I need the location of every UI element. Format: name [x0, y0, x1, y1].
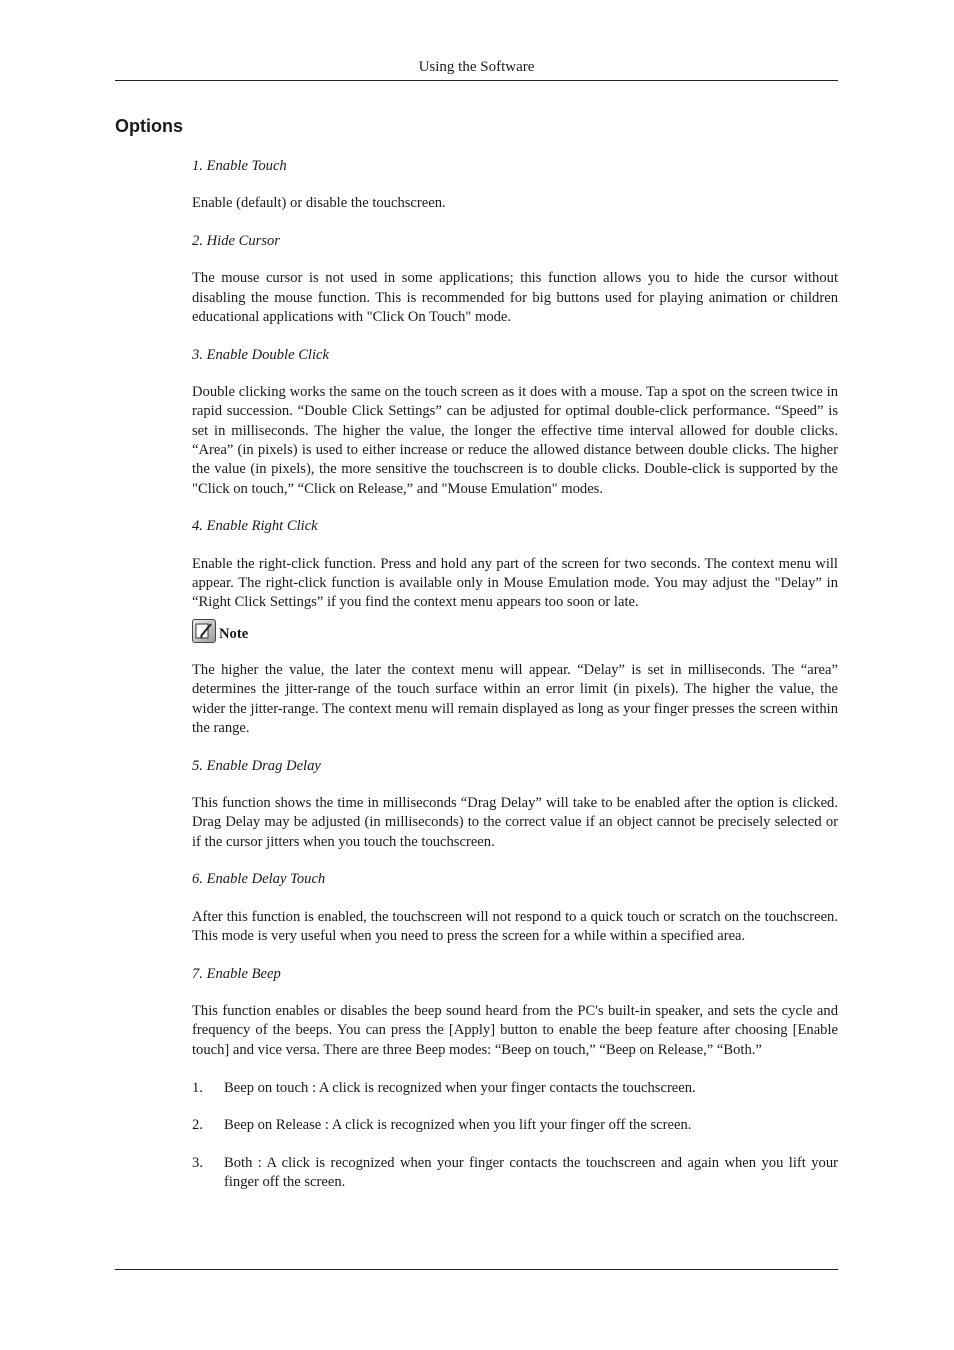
- option-text-hide-cursor: The mouse cursor is not used in some applications; this function allows you to hide the cursor without disabling the mouse function. This is recommended for big buttons used for playing animation or children educational applications with "Click On Touch" mode.: [192, 270, 838, 325]
- option-heading-right-click: 4. Enable Right Click: [192, 518, 318, 535]
- list-item-text: Beep on Release : A click is recognized when you lift your finger off the screen.: [224, 1117, 692, 1134]
- note-pencil-icon: [192, 619, 216, 643]
- option-heading-hide-cursor: 2. Hide Cursor: [192, 233, 280, 250]
- list-item-text: Both : A click is recognized when your finger contacts the touchscreen and again when you lift your finger off the screen.: [224, 1155, 838, 1191]
- list-item-number: 1.: [192, 1079, 203, 1096]
- footer-rule: [115, 1269, 838, 1270]
- option-heading-drag-delay: 5. Enable Drag Delay: [192, 757, 321, 774]
- header-rule: [115, 80, 838, 81]
- option-heading-double-click: 3. Enable Double Click: [192, 346, 329, 363]
- options-content: [192, 157, 838, 1211]
- list-item-number: 2.: [192, 1117, 203, 1134]
- note-label: Note: [219, 626, 249, 643]
- option-heading-delay-touch: 6. Enable Delay Touch: [192, 871, 326, 888]
- option-heading-enable-beep: 7. Enable Beep: [192, 965, 281, 982]
- list-item-text: Beep on touch : A click is recognized when your finger contacts the touchscreen.: [224, 1079, 696, 1096]
- option-text-double-click: Double clicking works the same on the touch screen as it does with a mouse. Tap a spot on the screen twice in rapid succession. “Double Click Settings” can be adjusted for optimal double-click performance. “Speed” is set in milliseconds. The higher the value, the longer the effective time interval allowed for double clicks. “Area” (in pixels) is used to either increase or reduce the allowed distance between double clicks. The higher the value (in pixels), the more sensitive the touchscreen is to double clicks. Double-click is supported by the "Click on touch,” “Click on Release,” and "Mouse Emulation" modes.: [192, 384, 838, 497]
- beep-mode-list: [192, 1079, 838, 1193]
- list-item: [192, 1116, 838, 1135]
- option-text-right-click: Enable the right-click function. Press and hold any part of the screen for two seconds. The context menu will appear. The right-click function is available only in Mouse Emulation mode. You may adjust the "Delay” in “Right Click Settings” if you find the context menu appears too soon or late.: [192, 555, 838, 611]
- option-text-enable-beep: This function enables or disables the beep sound heard from the PC's built-in speaker, and sets the cycle and frequency of the beeps. You can press the [Apply] button to enable the beep feature after choosing [Enable touch] and vice versa. There are three Beep modes: “Beep on touch,” “Beep on Release,” “Both.”: [192, 1003, 838, 1058]
- page-header: Using the Software: [418, 59, 535, 75]
- option-heading-enable-touch: 1. Enable Touch: [192, 158, 287, 174]
- list-item-number: 3.: [192, 1155, 203, 1172]
- section-title: Options: [115, 116, 183, 136]
- note-box: [192, 616, 838, 643]
- list-item: [192, 1154, 838, 1193]
- option-text-delay-touch: After this function is enabled, the touchscreen will not respond to a quick touch or scratch on the touchscreen. This mode is very useful when you need to press the screen for a while within a specified area.: [192, 908, 838, 945]
- option-text-enable-touch: Enable (default) or disable the touchscreen.: [192, 195, 446, 212]
- option-text-drag-delay: This function shows the time in milliseconds “Drag Delay” will take to be enabled after the option is clicked. Drag Delay may be adjusted (in milliseconds) to the correct value if an object cannot be precisely selected or if the cursor jitters when you touch the touchscreen.: [192, 795, 838, 850]
- list-item: [192, 1079, 838, 1098]
- note-text: The higher the value, the later the context menu will appear. “Delay” is set in milliseconds. The “area” determines the jitter-range of the touch surface within an error limit (in pixels). The higher the value, the wider the jitter-range. The context menu will remain displayed as long as your finger presses the screen within the range.: [192, 662, 838, 736]
